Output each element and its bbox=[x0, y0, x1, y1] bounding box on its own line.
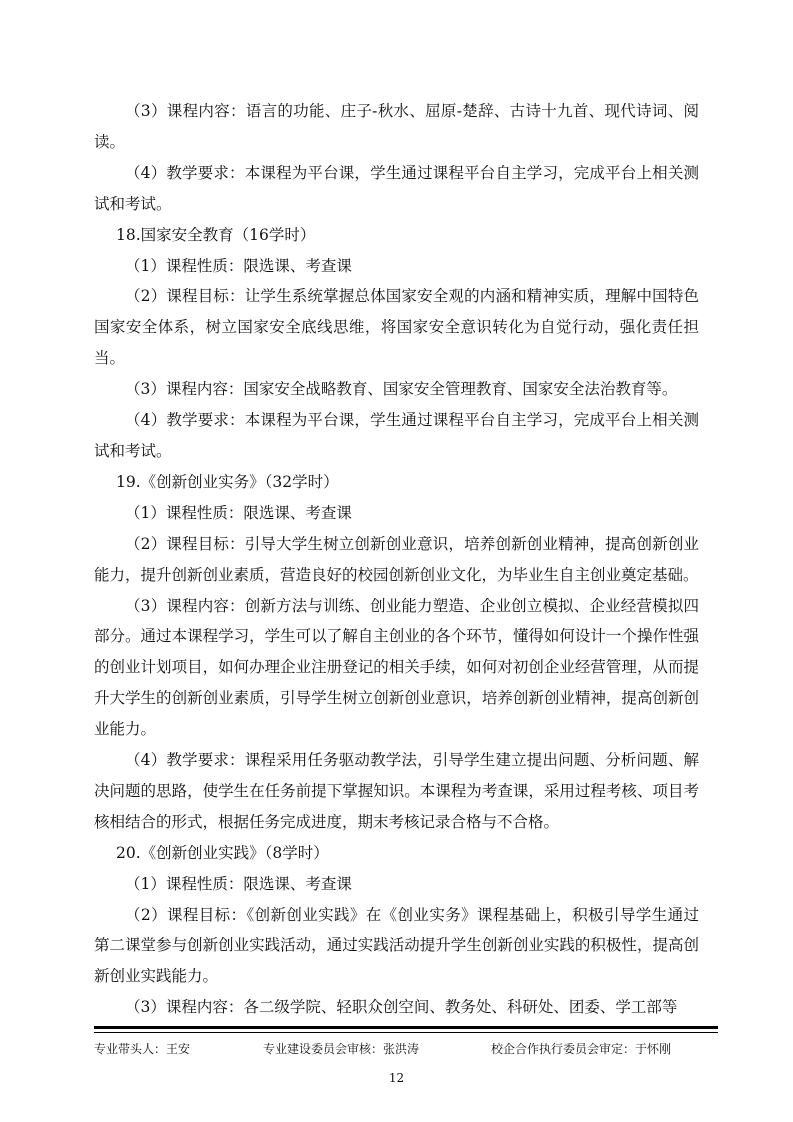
paragraph: （3）课程内容：语言的功能、庄子-秋水、屈原-楚辞、古诗十九首、现代诗词、阅读。 bbox=[94, 102, 699, 151]
footer-rule-thick bbox=[94, 1026, 718, 1029]
paragraph: （1）课程性质：限选课、考查课 bbox=[125, 874, 352, 893]
paragraph: （4）教学要求：本课程为平台课，学生通过课程平台自主学习，完成平台上相关测试和考试。 bbox=[94, 163, 699, 213]
document-body bbox=[94, 96, 699, 1023]
section-heading: 18.国家安全教育（16学时） bbox=[116, 225, 316, 244]
paragraph: （3）课程内容：国家安全战略教育、国家安全管理教育、国家安全法治教育等。 bbox=[125, 380, 678, 399]
paragraph: （1）课程性质：限选课、考查课 bbox=[125, 256, 352, 275]
paragraph: （1）课程性质：限选课、考查课 bbox=[125, 503, 352, 522]
paragraph: （3）课程内容：创新方法与训练、创业能力塑造、企业创立模拟、企业经营模拟四部分。通过本课程学习，学生可以了解自主创业的各个环节，懂得如何设计一个操作性强的创业计划项目，如何办理企业注册登记的相关手续，如何对初创企业经营管理，从而提升大学生的创新创业素质，引导学生树立创新创业意识，培养创新创业精神，提高创新创业能力。 bbox=[94, 596, 699, 739]
section-heading: 19.《创新创业实务》（32学时） bbox=[116, 472, 339, 491]
footer-committee-review: 专业建设委员会审核：张洪涛 bbox=[263, 1042, 420, 1056]
paragraph: （2）课程目标：《创新创业实践》在《创业实务》课程基础上，积极引导学生通过第二课堂参与创新创业实践活动，通过实践活动提升学生创新创业实践的积极性，提高创新创业实践能力。 bbox=[94, 905, 699, 986]
paragraph: （2）课程目标：引导大学生树立创新创业意识，培养创新创业精神，提高创新创业能力，提升创新创业素质，营造良好的校园创新创业文化，为毕业生自主创业奠定基础。 bbox=[94, 534, 699, 584]
section-heading: 20.《创新创业实践》（8学时） bbox=[116, 843, 329, 862]
footer-program-lead: 专业带头人：王安 bbox=[94, 1042, 191, 1056]
page-number: 12 bbox=[388, 1071, 405, 1085]
paragraph: （2）课程目标：让学生系统掌握总体国家安全观的内涵和精神实质，理解中国特色国家安全体系，树立国家安全底线思维，将国家安全意识转化为自觉行动，强化责任担当。 bbox=[94, 287, 699, 368]
paragraph: （4）教学要求：本课程为平台课，学生通过课程平台自主学习，完成平台上相关测试和考试。 bbox=[94, 411, 699, 460]
footer-rule-thin bbox=[94, 1032, 718, 1033]
paragraph: （3）课程内容：各二级学院、轻职众创空间、教务处、科研处、团委、学工部等 bbox=[125, 998, 678, 1017]
footer-cooperation-approval: 校企合作执行委员会审定：于怀刚 bbox=[491, 1042, 672, 1056]
paragraph: （4）教学要求：课程采用任务驱动教学法，引导学生建立提出问题、分析问题、解决问题的思路，使学生在任务前提下掌握知识。本课程为考查课，采用过程考核、项目考核相结合的形式，根据任务完成进度，期末考核记录合格与不合格。 bbox=[94, 751, 699, 831]
